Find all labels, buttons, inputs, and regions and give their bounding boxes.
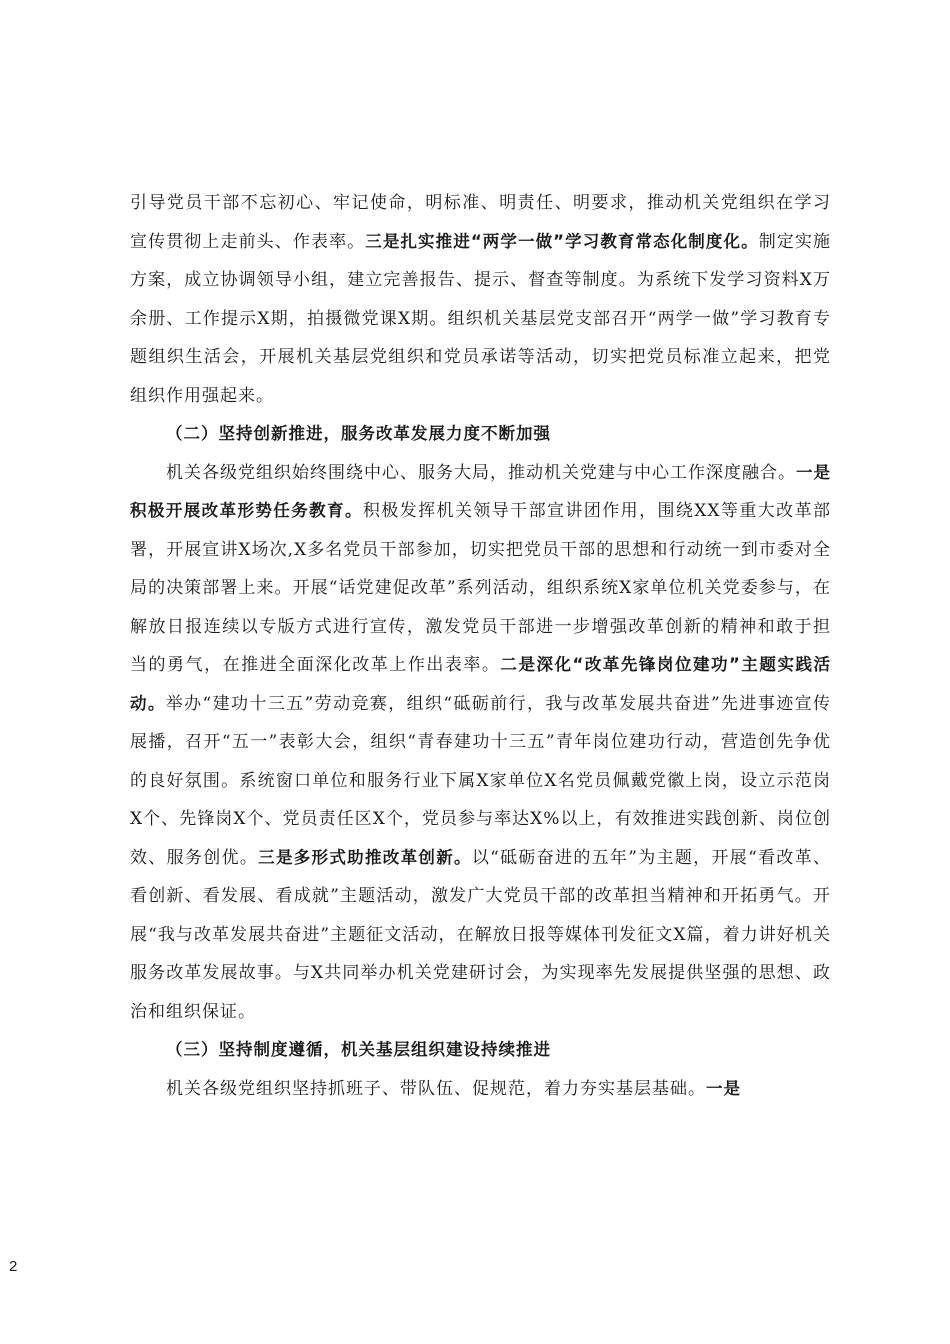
bold-text-run: 一是积极开展改革形势任务教育。 [130,462,831,520]
bold-text-run: 二是深化“改革先锋岗位建功”主题实践活动。 [130,655,831,713]
text-run: 积极发挥机关领导干部宣讲团作用，围绕XX等重大改革部署，开展宣讲X场次,X多名党员干部参加，切实把党员干部的思想和行动统一到市委对全局的决策部署上来。开展“话党建促改革”系列活动，组织系统X家单位机关党委参与，在解放日报连续以专版方式进行宣传，激发党员干部进一步增强改革创新的精神和敢于担当的勇气，在推进全面深化改革上作出表率。 [130,501,831,675]
text-run: 机关各级党组织始终围绕中心、服务大局，推动机关党建与中心工作深度融合。 [166,462,796,483]
section-heading [130,1031,831,1070]
text-run: 制定实施方案，成立协调领导小组，建立完善报告、提示、督查等制度。为系统下发学习资料X万余册、工作提示X期，拍摄微党课X期。组织机关基层党支部召开“两学一做”学习教育专题组织生活会，开展机关基层党组织和党员承诺等活动，切实把党员标准立起来，把党组织作用强起来。 [130,231,831,406]
body-paragraph [130,1070,831,1109]
bold-text-run: （三）坚持制度遵循，机关基层组织建设持续推进 [166,1040,551,1059]
bold-text-run: 三是多形式助推改革创新。 [258,847,472,867]
section-heading [130,415,831,454]
bold-text-run: （二）坚持创新推进，服务改革发展力度不断加强 [166,424,551,443]
bold-text-run: 三是扎实推进“两学一做”学习教育常态化制度化。 [365,231,759,251]
body-paragraph [130,184,831,415]
document-body [130,184,831,1108]
page-number: 2 [9,1258,18,1275]
text-run: 机关各级党组织坚持抓班子、带队伍、促规范，着力夯实基层基础。 [166,1078,706,1099]
body-paragraph [130,454,831,1032]
text-run: 举办“建功十三五”劳动竞赛，组织“砥砺前行，我与改革发展共奋进”先进事迹宣传展播，召开“五一”表彰大会，组织“青春建功十三五”青年岗位建功行动，营造创先争优的良好氛围。系统窗口单位和服务行业下属X家单位X名党员佩戴党徽上岗，设立示范岗X个、先锋岗X个、党员责任区X个，党员参与率达X%以上，有效推进实践创新、岗位创效、服务创优。 [130,693,831,868]
text-run: 以“砥砺奋进的五年”为主题，开展“看改革、看创新、看发展、看成就”主题活动，激发广大党员干部的改革担当精神和开拓勇气。开展“我与改革发展共奋进”主题征文活动，在解放日报等媒体刊发征文X篇，着力讲好机关服务改革发展故事。与X共同举办机关党建研讨会，为实现率先发展提供坚强的思想、政治和组织保证。 [130,847,831,1022]
text-run: 引导党员干部不忘初心、牢记使命，明标准、明责任、明要求，推动机关党组织在学习宣传贯彻上走前头、作表率。 [130,193,831,252]
bold-text-run: 一是 [706,1078,741,1098]
